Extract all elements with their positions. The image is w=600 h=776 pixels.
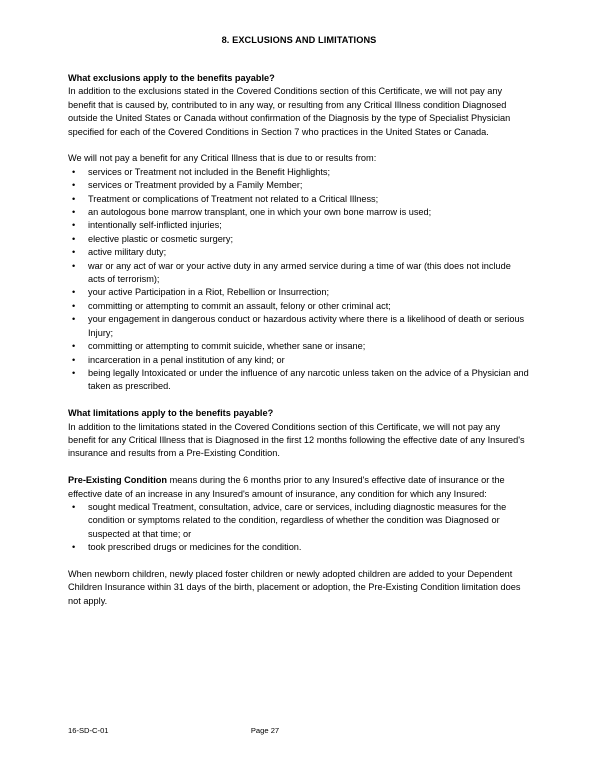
list-item bbox=[68, 354, 530, 367]
list-item bbox=[68, 541, 530, 554]
list-item-text: being legally Intoxicated or under the influence of any narcotic unless taken on the advice of a Physician and taken as prescribed. bbox=[88, 367, 529, 392]
list-item bbox=[68, 219, 530, 232]
pre-existing-definition-text: means during the 6 months prior to any Insured's effective date of insurance or the effective date of an increase in any Insured's amount of insurance, any condition for which any Insured: bbox=[68, 475, 505, 499]
bullet-icon: • bbox=[72, 314, 76, 325]
list-item bbox=[68, 501, 530, 541]
pre-existing-bullet-list bbox=[68, 501, 530, 555]
page-number: Page 27 bbox=[250, 726, 280, 735]
exclusions-heading: What exclusions apply to the benefits payable? bbox=[68, 73, 275, 83]
list-item-text: incarceration in a penal institution of any kind; or bbox=[88, 354, 285, 365]
list-item bbox=[68, 193, 530, 206]
list-item-text: intentionally self-inflicted injuries; bbox=[88, 220, 222, 231]
page-title-text: 8. EXCLUSIONS AND LIMITATIONS bbox=[221, 35, 377, 45]
form-code: 16-SD-C-01 bbox=[68, 726, 109, 735]
pre-existing-term: Pre-Existing Condition bbox=[68, 475, 168, 486]
list-item bbox=[68, 206, 530, 219]
bullet-icon: • bbox=[72, 207, 76, 218]
list-item-text: Treatment or complications of Treatment not related to a Critical Illness; bbox=[88, 193, 379, 204]
bullet-icon: • bbox=[72, 233, 76, 244]
list-item-text: your engagement in dangerous conduct or hazardous activity where there is a likelihood of death or serious Injury; bbox=[88, 314, 525, 338]
bullet-icon: • bbox=[72, 501, 76, 512]
list-item bbox=[68, 313, 530, 340]
list-item bbox=[68, 340, 530, 353]
list-item-text: war or any act of war or your active duty in any armed service during a time of war (this does not include acts of terrorism); bbox=[88, 260, 511, 285]
exclusions-bullet-list bbox=[68, 166, 530, 394]
page-content bbox=[68, 34, 530, 608]
list-item bbox=[68, 300, 530, 313]
list-item-text: sought medical Treatment, consultation, advice, care or services, including diagnostic measures for the condition or symptoms related to the condition, regardless of whether the condition was Diagnosed or suspected at that time; or bbox=[88, 501, 507, 539]
list-item bbox=[68, 367, 530, 394]
list-item bbox=[68, 260, 530, 287]
bullet-icon: • bbox=[72, 247, 76, 258]
limitations-intro-paragraph: In addition to the limitations stated in the Covered Conditions section of this Certificate, we will not pay any benefit for any Critical Illness that is Diagnosed in the first 12 months following the effective date of any Insured's insurance and results from a Pre-Existing Condition. bbox=[68, 421, 525, 459]
bullet-icon: • bbox=[72, 300, 76, 311]
bullet-icon: • bbox=[72, 166, 76, 177]
bullet-icon: • bbox=[72, 193, 76, 204]
exclusions-intro-paragraph: In addition to the exclusions stated in the Covered Conditions section of this Certificate, we will not pay any benefit that is caused by, contributed to in any way, or resulting from any Critical Illness condition Diagnosed outside the United States or Canada without confirmation of the Diagnosis by the type of Specialist Physician specified for each of the Covered Conditions in Section 7 who practices in the United States or Canada. bbox=[68, 86, 511, 137]
limitations-heading: What limitations apply to the benefits payable? bbox=[68, 408, 274, 419]
list-item-text: an autologous bone marrow transplant, one in which your own bone marrow is used; bbox=[88, 207, 432, 218]
pre-existing-definition-paragraph bbox=[68, 474, 530, 501]
list-item-text: services or Treatment not included in the Benefit Highlights; bbox=[88, 166, 331, 177]
bullet-icon: • bbox=[72, 220, 76, 231]
list-item-text: committing or attempting to commit suicide, whether sane or insane; bbox=[88, 341, 366, 352]
bullet-icon: • bbox=[72, 367, 76, 378]
bullet-icon: • bbox=[72, 341, 76, 352]
list-item-text: your active Participation in a Riot, Rebellion or Insurrection; bbox=[88, 287, 330, 298]
list-item bbox=[68, 179, 530, 192]
list-item bbox=[68, 166, 530, 179]
bullet-icon: • bbox=[72, 260, 76, 271]
list-item-text: active military duty; bbox=[88, 247, 167, 258]
list-item-text: committing or attempting to commit an assault, felony or other criminal act; bbox=[88, 300, 391, 311]
list-item bbox=[68, 233, 530, 246]
list-item-text: services or Treatment provided by a Family Member; bbox=[88, 180, 303, 191]
exclusions-list-lead: We will not pay a benefit for any Critical Illness that is due to or results from: bbox=[68, 153, 377, 164]
list-item bbox=[68, 246, 530, 259]
page-title bbox=[68, 34, 530, 46]
list-item-text: took prescribed drugs or medicines for the condition. bbox=[88, 542, 302, 553]
page-footer bbox=[68, 725, 530, 739]
newborn-paragraph: When newborn children, newly placed foster children or newly adopted children are added to your Dependent Children Insurance within 31 days of the birth, placement or adoption, the Pre-Existing Condition limitation does not apply. bbox=[68, 568, 521, 606]
bullet-icon: • bbox=[72, 287, 76, 298]
bullet-icon: • bbox=[72, 180, 76, 191]
bullet-icon: • bbox=[72, 354, 76, 365]
list-item-text: elective plastic or cosmetic surgery; bbox=[88, 233, 234, 244]
list-item bbox=[68, 286, 530, 299]
bullet-icon: • bbox=[72, 542, 76, 553]
